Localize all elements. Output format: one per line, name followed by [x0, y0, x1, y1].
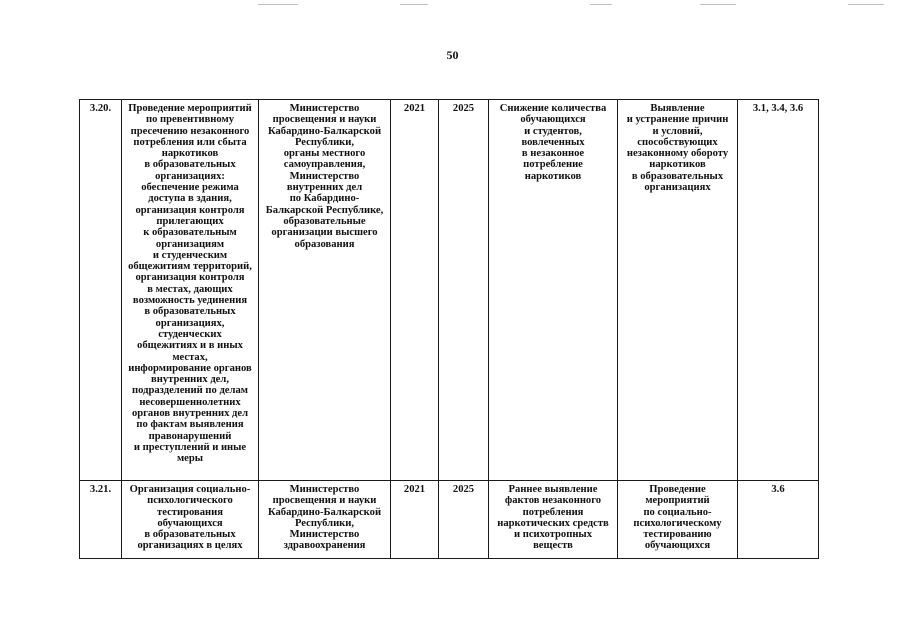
end-year-cell: 2025	[439, 100, 489, 481]
scan-artifact-line	[400, 4, 428, 5]
end-year-cell: 2025	[439, 481, 489, 559]
start-year-cell: 2021	[391, 100, 439, 481]
expected-result-cell: Снижение количества обучающихся и студентов, вовлеченных в незаконное потребление наркотиков	[489, 100, 618, 481]
page-number: 50	[446, 48, 459, 62]
item-number: 3.21.	[80, 481, 122, 559]
table-row	[80, 481, 819, 559]
table-row	[80, 100, 819, 481]
executors-cell: Министерство просвещения и науки Кабардино-Балкарской Республики, Министерство здравоохранения	[259, 481, 391, 559]
activity-cell: Проведение мероприятий по превентивному пресечению незаконного потребления или сбыта наркотиков в образовательных организациях: обеспечение режима доступа в здания, организация контроля прилегающих к образовательным организациям и студенческим общежитиям территорий, организация контроля в местах, дающих возможность уединения в образовательных организациях, студенческих общежитиях и в иных местах, информирование органов внутренних дел, подразделений по делам несовершеннолетних органов внутренних дел по фактам выявления правонарушений и преступлений и иные меры	[122, 100, 259, 481]
goal-cell: Проведение мероприятий по социально- психологическому тестированию обучающихся	[618, 481, 738, 559]
scan-artifact-line	[590, 4, 612, 5]
expected-result-cell: Раннее выявление фактов незаконного потребления наркотических средств и психотропных веществ	[489, 481, 618, 559]
goal-cell: Выявление и устранение причин и условий, способствующих незаконному обороту наркотиков в образовательных организациях	[618, 100, 738, 481]
scan-artifact-line	[258, 4, 298, 5]
indicators-cell: 3.1, 3.4, 3.6	[738, 100, 819, 481]
executors-cell: Министерство просвещения и науки Кабардино-Балкарской Республики, органы местного самоуправления, Министерство внутренних дел по Кабардино- Балкарской Республике, образовательные организации высшего образования	[259, 100, 391, 481]
measures-table	[79, 99, 819, 559]
indicators-cell: 3.6	[738, 481, 819, 559]
scan-artifact-line	[700, 4, 736, 5]
scan-artifact-line	[848, 4, 884, 5]
activity-cell: Организация социально- психологического тестирования обучающихся в образовательных организациях в целях	[122, 481, 259, 559]
item-number: 3.20.	[80, 100, 122, 481]
start-year-cell: 2021	[391, 481, 439, 559]
